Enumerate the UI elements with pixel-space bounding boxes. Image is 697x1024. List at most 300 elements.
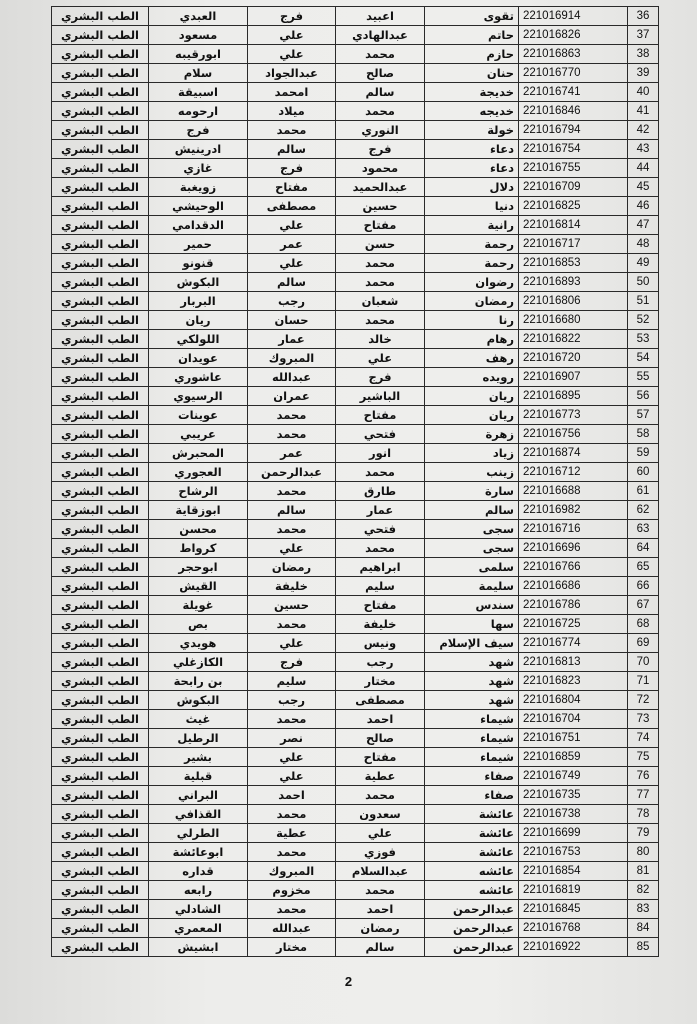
department-cell: الطب البشري [52, 26, 149, 45]
grandfather-name-cell: محمد [248, 710, 336, 729]
father-name-cell: رجب [336, 653, 425, 672]
row-number-cell: 57 [628, 406, 659, 425]
family-name-cell: الرشاح [149, 482, 248, 501]
father-name-cell: سليم [336, 577, 425, 596]
student-id-cell: 221016874 [519, 444, 628, 463]
family-name-cell: القذافي [149, 805, 248, 824]
grandfather-name-cell: علي [248, 634, 336, 653]
family-name-cell: الطرلي [149, 824, 248, 843]
family-name-cell: ارحومه [149, 102, 248, 121]
student-id-cell: 221016804 [519, 691, 628, 710]
table-row [52, 216, 659, 235]
grandfather-name-cell: عبدالرحمن [248, 463, 336, 482]
row-number-cell: 82 [628, 881, 659, 900]
row-number-cell: 71 [628, 672, 659, 691]
student-id-cell: 221016754 [519, 140, 628, 159]
row-number-cell: 44 [628, 159, 659, 178]
row-number-cell: 47 [628, 216, 659, 235]
grandfather-name-cell: امحمد [248, 83, 336, 102]
row-number-cell: 56 [628, 387, 659, 406]
family-name-cell: العجوري [149, 463, 248, 482]
family-name-cell: الدقدامي [149, 216, 248, 235]
grandfather-name-cell: رمضان [248, 558, 336, 577]
first-name-cell: عائشة [425, 805, 519, 824]
grandfather-name-cell: علي [248, 539, 336, 558]
grandfather-name-cell: نصر [248, 729, 336, 748]
table-row [52, 501, 659, 520]
grandfather-name-cell: فرج [248, 159, 336, 178]
table-row [52, 349, 659, 368]
department-cell: الطب البشري [52, 653, 149, 672]
grandfather-name-cell: المبروك [248, 862, 336, 881]
student-id-cell: 221016766 [519, 558, 628, 577]
father-name-cell: محمد [336, 881, 425, 900]
table-row [52, 862, 659, 881]
father-name-cell: خالد [336, 330, 425, 349]
row-number-cell: 64 [628, 539, 659, 558]
father-name-cell: محمد [336, 786, 425, 805]
grandfather-name-cell: فرج [248, 7, 336, 26]
father-name-cell: رمضان [336, 919, 425, 938]
table-row [52, 26, 659, 45]
family-name-cell: بص [149, 615, 248, 634]
department-cell: الطب البشري [52, 501, 149, 520]
department-cell: الطب البشري [52, 64, 149, 83]
department-cell: الطب البشري [52, 121, 149, 140]
grandfather-name-cell: عمار [248, 330, 336, 349]
table-row [52, 634, 659, 653]
department-cell: الطب البشري [52, 254, 149, 273]
student-id-cell: 221016914 [519, 7, 628, 26]
row-number-cell: 63 [628, 520, 659, 539]
department-cell: الطب البشري [52, 805, 149, 824]
first-name-cell: دلال [425, 178, 519, 197]
grandfather-name-cell: ميلاد [248, 102, 336, 121]
department-cell: الطب البشري [52, 558, 149, 577]
student-id-cell: 221016720 [519, 349, 628, 368]
first-name-cell: سندس [425, 596, 519, 615]
row-number-cell: 59 [628, 444, 659, 463]
grandfather-name-cell: مصطفى [248, 197, 336, 216]
father-name-cell: انور [336, 444, 425, 463]
row-number-cell: 73 [628, 710, 659, 729]
department-cell: الطب البشري [52, 938, 149, 957]
family-name-cell: غويلة [149, 596, 248, 615]
row-number-cell: 77 [628, 786, 659, 805]
department-cell: الطب البشري [52, 786, 149, 805]
table-row [52, 805, 659, 824]
father-name-cell: محمد [336, 102, 425, 121]
family-name-cell: غازي [149, 159, 248, 178]
first-name-cell: صفاء [425, 767, 519, 786]
student-id-cell: 221016774 [519, 634, 628, 653]
father-name-cell: ابراهيم [336, 558, 425, 577]
grandfather-name-cell: عبدالله [248, 919, 336, 938]
department-cell: الطب البشري [52, 311, 149, 330]
table-row [52, 900, 659, 919]
first-name-cell: شيماء [425, 710, 519, 729]
student-id-cell: 221016814 [519, 216, 628, 235]
row-number-cell: 79 [628, 824, 659, 843]
table-row [52, 710, 659, 729]
first-name-cell: سارة [425, 482, 519, 501]
grandfather-name-cell: فرج [248, 653, 336, 672]
grandfather-name-cell: مختار [248, 938, 336, 957]
family-name-cell: عاشوري [149, 368, 248, 387]
father-name-cell: مفتاح [336, 748, 425, 767]
father-name-cell: علي [336, 349, 425, 368]
department-cell: الطب البشري [52, 216, 149, 235]
row-number-cell: 85 [628, 938, 659, 957]
department-cell: الطب البشري [52, 406, 149, 425]
department-cell: الطب البشري [52, 349, 149, 368]
row-number-cell: 37 [628, 26, 659, 45]
grandfather-name-cell: رجب [248, 292, 336, 311]
row-number-cell: 83 [628, 900, 659, 919]
family-name-cell: البربار [149, 292, 248, 311]
grandfather-name-cell: محمد [248, 482, 336, 501]
first-name-cell: رانية [425, 216, 519, 235]
grandfather-name-cell: احمد [248, 786, 336, 805]
student-id-cell: 221016735 [519, 786, 628, 805]
row-number-cell: 43 [628, 140, 659, 159]
student-id-cell: 221016686 [519, 577, 628, 596]
table-row [52, 406, 659, 425]
family-name-cell: هويدي [149, 634, 248, 653]
first-name-cell: خولة [425, 121, 519, 140]
father-name-cell: حسن [336, 235, 425, 254]
first-name-cell: شهد [425, 691, 519, 710]
row-number-cell: 39 [628, 64, 659, 83]
row-number-cell: 55 [628, 368, 659, 387]
first-name-cell: رضوان [425, 273, 519, 292]
table-row [52, 938, 659, 957]
department-cell: الطب البشري [52, 596, 149, 615]
grandfather-name-cell: مخزوم [248, 881, 336, 900]
first-name-cell: سيف الإسلام [425, 634, 519, 653]
department-cell: الطب البشري [52, 197, 149, 216]
row-number-cell: 74 [628, 729, 659, 748]
first-name-cell: عائشة [425, 824, 519, 843]
family-name-cell: الرسيوي [149, 387, 248, 406]
student-id-cell: 221016786 [519, 596, 628, 615]
grandfather-name-cell: محمد [248, 615, 336, 634]
grandfather-name-cell: حسين [248, 596, 336, 615]
family-name-cell: البراني [149, 786, 248, 805]
family-name-cell: بشير [149, 748, 248, 767]
grandfather-name-cell: علي [248, 45, 336, 64]
family-name-cell: عوينات [149, 406, 248, 425]
grandfather-name-cell: علي [248, 767, 336, 786]
grandfather-name-cell: محمد [248, 406, 336, 425]
family-name-cell: محسن [149, 520, 248, 539]
table-row [52, 672, 659, 691]
row-number-cell: 50 [628, 273, 659, 292]
father-name-cell: سالم [336, 938, 425, 957]
student-id-cell: 221016893 [519, 273, 628, 292]
father-name-cell: فتحي [336, 425, 425, 444]
father-name-cell: سعدون [336, 805, 425, 824]
row-number-cell: 38 [628, 45, 659, 64]
first-name-cell: عبدالرحمن [425, 919, 519, 938]
row-number-cell: 40 [628, 83, 659, 102]
first-name-cell: شيماء [425, 748, 519, 767]
student-id-cell: 221016853 [519, 254, 628, 273]
student-id-cell: 221016749 [519, 767, 628, 786]
table-row [52, 254, 659, 273]
student-id-cell: 221016756 [519, 425, 628, 444]
father-name-cell: محمد [336, 463, 425, 482]
student-id-cell: 221016699 [519, 824, 628, 843]
department-cell: الطب البشري [52, 425, 149, 444]
father-name-cell: النوري [336, 121, 425, 140]
row-number-cell: 60 [628, 463, 659, 482]
row-number-cell: 51 [628, 292, 659, 311]
family-name-cell: سلام [149, 64, 248, 83]
department-cell: الطب البشري [52, 330, 149, 349]
student-id-cell: 221016717 [519, 235, 628, 254]
family-name-cell: مسعود [149, 26, 248, 45]
department-cell: الطب البشري [52, 634, 149, 653]
table-row [52, 159, 659, 178]
family-name-cell: الرطيل [149, 729, 248, 748]
table-row [52, 577, 659, 596]
father-name-cell: مفتاح [336, 216, 425, 235]
father-name-cell: طارق [336, 482, 425, 501]
table-row [52, 729, 659, 748]
table-row [52, 748, 659, 767]
first-name-cell: سالم [425, 501, 519, 520]
first-name-cell: شهد [425, 672, 519, 691]
department-cell: الطب البشري [52, 520, 149, 539]
table-row [52, 425, 659, 444]
father-name-cell: سالم [336, 83, 425, 102]
department-cell: الطب البشري [52, 235, 149, 254]
row-number-cell: 68 [628, 615, 659, 634]
student-id-cell: 221016741 [519, 83, 628, 102]
table-row [52, 767, 659, 786]
student-id-cell: 221016680 [519, 311, 628, 330]
father-name-cell: مصطفى [336, 691, 425, 710]
row-number-cell: 36 [628, 7, 659, 26]
table-row [52, 121, 659, 140]
father-name-cell: فرج [336, 368, 425, 387]
department-cell: الطب البشري [52, 577, 149, 596]
first-name-cell: سجى [425, 520, 519, 539]
row-number-cell: 61 [628, 482, 659, 501]
department-cell: الطب البشري [52, 881, 149, 900]
department-cell: الطب البشري [52, 900, 149, 919]
page-number: 2 [344, 974, 353, 989]
father-name-cell: صالح [336, 64, 425, 83]
first-name-cell: شيماء [425, 729, 519, 748]
first-name-cell: سجى [425, 539, 519, 558]
first-name-cell: خديجه [425, 102, 519, 121]
department-cell: الطب البشري [52, 273, 149, 292]
family-name-cell: البكوش [149, 691, 248, 710]
row-number-cell: 52 [628, 311, 659, 330]
grandfather-name-cell: محمد [248, 805, 336, 824]
grandfather-name-cell: عطية [248, 824, 336, 843]
department-cell: الطب البشري [52, 748, 149, 767]
family-name-cell: ريان [149, 311, 248, 330]
department-cell: الطب البشري [52, 710, 149, 729]
table-row [52, 311, 659, 330]
grandfather-name-cell: علي [248, 216, 336, 235]
father-name-cell: خليفة [336, 615, 425, 634]
student-id-cell: 221016712 [519, 463, 628, 482]
row-number-cell: 48 [628, 235, 659, 254]
table-row [52, 235, 659, 254]
first-name-cell: رحمة [425, 235, 519, 254]
family-name-cell: قداره [149, 862, 248, 881]
family-name-cell: رابعه [149, 881, 248, 900]
table-row [52, 444, 659, 463]
table-row [52, 539, 659, 558]
grandfather-name-cell: محمد [248, 900, 336, 919]
grandfather-name-cell: علي [248, 254, 336, 273]
student-id-cell: 221016725 [519, 615, 628, 634]
department-cell: الطب البشري [52, 83, 149, 102]
student-id-cell: 221016859 [519, 748, 628, 767]
father-name-cell: محمد [336, 254, 425, 273]
row-number-cell: 70 [628, 653, 659, 672]
table-row [52, 7, 659, 26]
table-row [52, 843, 659, 862]
first-name-cell: عائشة [425, 843, 519, 862]
father-name-cell: فتحي [336, 520, 425, 539]
family-name-cell: قنونو [149, 254, 248, 273]
row-number-cell: 42 [628, 121, 659, 140]
table-row [52, 368, 659, 387]
student-id-cell: 221016738 [519, 805, 628, 824]
row-number-cell: 84 [628, 919, 659, 938]
table-row [52, 387, 659, 406]
student-id-cell: 221016751 [519, 729, 628, 748]
row-number-cell: 75 [628, 748, 659, 767]
department-cell: الطب البشري [52, 463, 149, 482]
father-name-cell: محمد [336, 273, 425, 292]
first-name-cell: سلمى [425, 558, 519, 577]
row-number-cell: 62 [628, 501, 659, 520]
row-number-cell: 80 [628, 843, 659, 862]
table-row [52, 140, 659, 159]
family-name-cell: ابشيش [149, 938, 248, 957]
row-number-cell: 65 [628, 558, 659, 577]
department-cell: الطب البشري [52, 919, 149, 938]
family-name-cell: ادرينيش [149, 140, 248, 159]
first-name-cell: رويده [425, 368, 519, 387]
grandfather-name-cell: محمد [248, 520, 336, 539]
father-name-cell: عطية [336, 767, 425, 786]
family-name-cell: ابورقيبه [149, 45, 248, 64]
family-name-cell: عريبي [149, 425, 248, 444]
row-number-cell: 67 [628, 596, 659, 615]
row-number-cell: 45 [628, 178, 659, 197]
student-roster-table [51, 6, 659, 957]
father-name-cell: حسين [336, 197, 425, 216]
student-id-cell: 221016982 [519, 501, 628, 520]
father-name-cell: فرج [336, 140, 425, 159]
family-name-cell: العبدي [149, 7, 248, 26]
first-name-cell: حاتم [425, 26, 519, 45]
table-row [52, 64, 659, 83]
first-name-cell: عائشه [425, 862, 519, 881]
row-number-cell: 72 [628, 691, 659, 710]
table-row [52, 520, 659, 539]
family-name-cell: اللولكي [149, 330, 248, 349]
department-cell: الطب البشري [52, 615, 149, 634]
department-cell: الطب البشري [52, 45, 149, 64]
table-row [52, 83, 659, 102]
family-name-cell: ابوزقاية [149, 501, 248, 520]
student-id-cell: 221016768 [519, 919, 628, 938]
grandfather-name-cell: سالم [248, 140, 336, 159]
first-name-cell: زياد [425, 444, 519, 463]
father-name-cell: ونيس [336, 634, 425, 653]
family-name-cell: ابوعائشة [149, 843, 248, 862]
table-row [52, 919, 659, 938]
first-name-cell: دعاء [425, 140, 519, 159]
student-id-cell: 221016806 [519, 292, 628, 311]
row-number-cell: 49 [628, 254, 659, 273]
first-name-cell: دنيا [425, 197, 519, 216]
grandfather-name-cell: خليفة [248, 577, 336, 596]
father-name-cell: محمد [336, 311, 425, 330]
student-id-cell: 221016688 [519, 482, 628, 501]
table-row [52, 691, 659, 710]
student-id-cell: 221016863 [519, 45, 628, 64]
row-number-cell: 53 [628, 330, 659, 349]
table-row [52, 615, 659, 634]
table-row [52, 102, 659, 121]
department-cell: الطب البشري [52, 292, 149, 311]
family-name-cell: البكوش [149, 273, 248, 292]
table-row [52, 463, 659, 482]
first-name-cell: عائشه [425, 881, 519, 900]
student-id-cell: 221016846 [519, 102, 628, 121]
father-name-cell: عبدالحميد [336, 178, 425, 197]
student-id-cell: 221016822 [519, 330, 628, 349]
grandfather-name-cell: عمر [248, 444, 336, 463]
first-name-cell: رحمة [425, 254, 519, 273]
first-name-cell: ريان [425, 406, 519, 425]
father-name-cell: علي [336, 824, 425, 843]
family-name-cell: قبلية [149, 767, 248, 786]
department-cell: الطب البشري [52, 539, 149, 558]
student-id-cell: 221016826 [519, 26, 628, 45]
family-name-cell: كرواط [149, 539, 248, 558]
department-cell: الطب البشري [52, 482, 149, 501]
table-row [52, 786, 659, 805]
father-name-cell: احمد [336, 710, 425, 729]
family-name-cell: ابوحجر [149, 558, 248, 577]
family-name-cell: عويدان [149, 349, 248, 368]
grandfather-name-cell: محمد [248, 425, 336, 444]
student-id-cell: 221016854 [519, 862, 628, 881]
student-id-cell: 221016770 [519, 64, 628, 83]
first-name-cell: رنا [425, 311, 519, 330]
department-cell: الطب البشري [52, 729, 149, 748]
father-name-cell: محمود [336, 159, 425, 178]
first-name-cell: رهف [425, 349, 519, 368]
department-cell: الطب البشري [52, 159, 149, 178]
family-name-cell: زويغبة [149, 178, 248, 197]
department-cell: الطب البشري [52, 862, 149, 881]
row-number-cell: 78 [628, 805, 659, 824]
student-id-cell: 221016794 [519, 121, 628, 140]
table-row [52, 596, 659, 615]
